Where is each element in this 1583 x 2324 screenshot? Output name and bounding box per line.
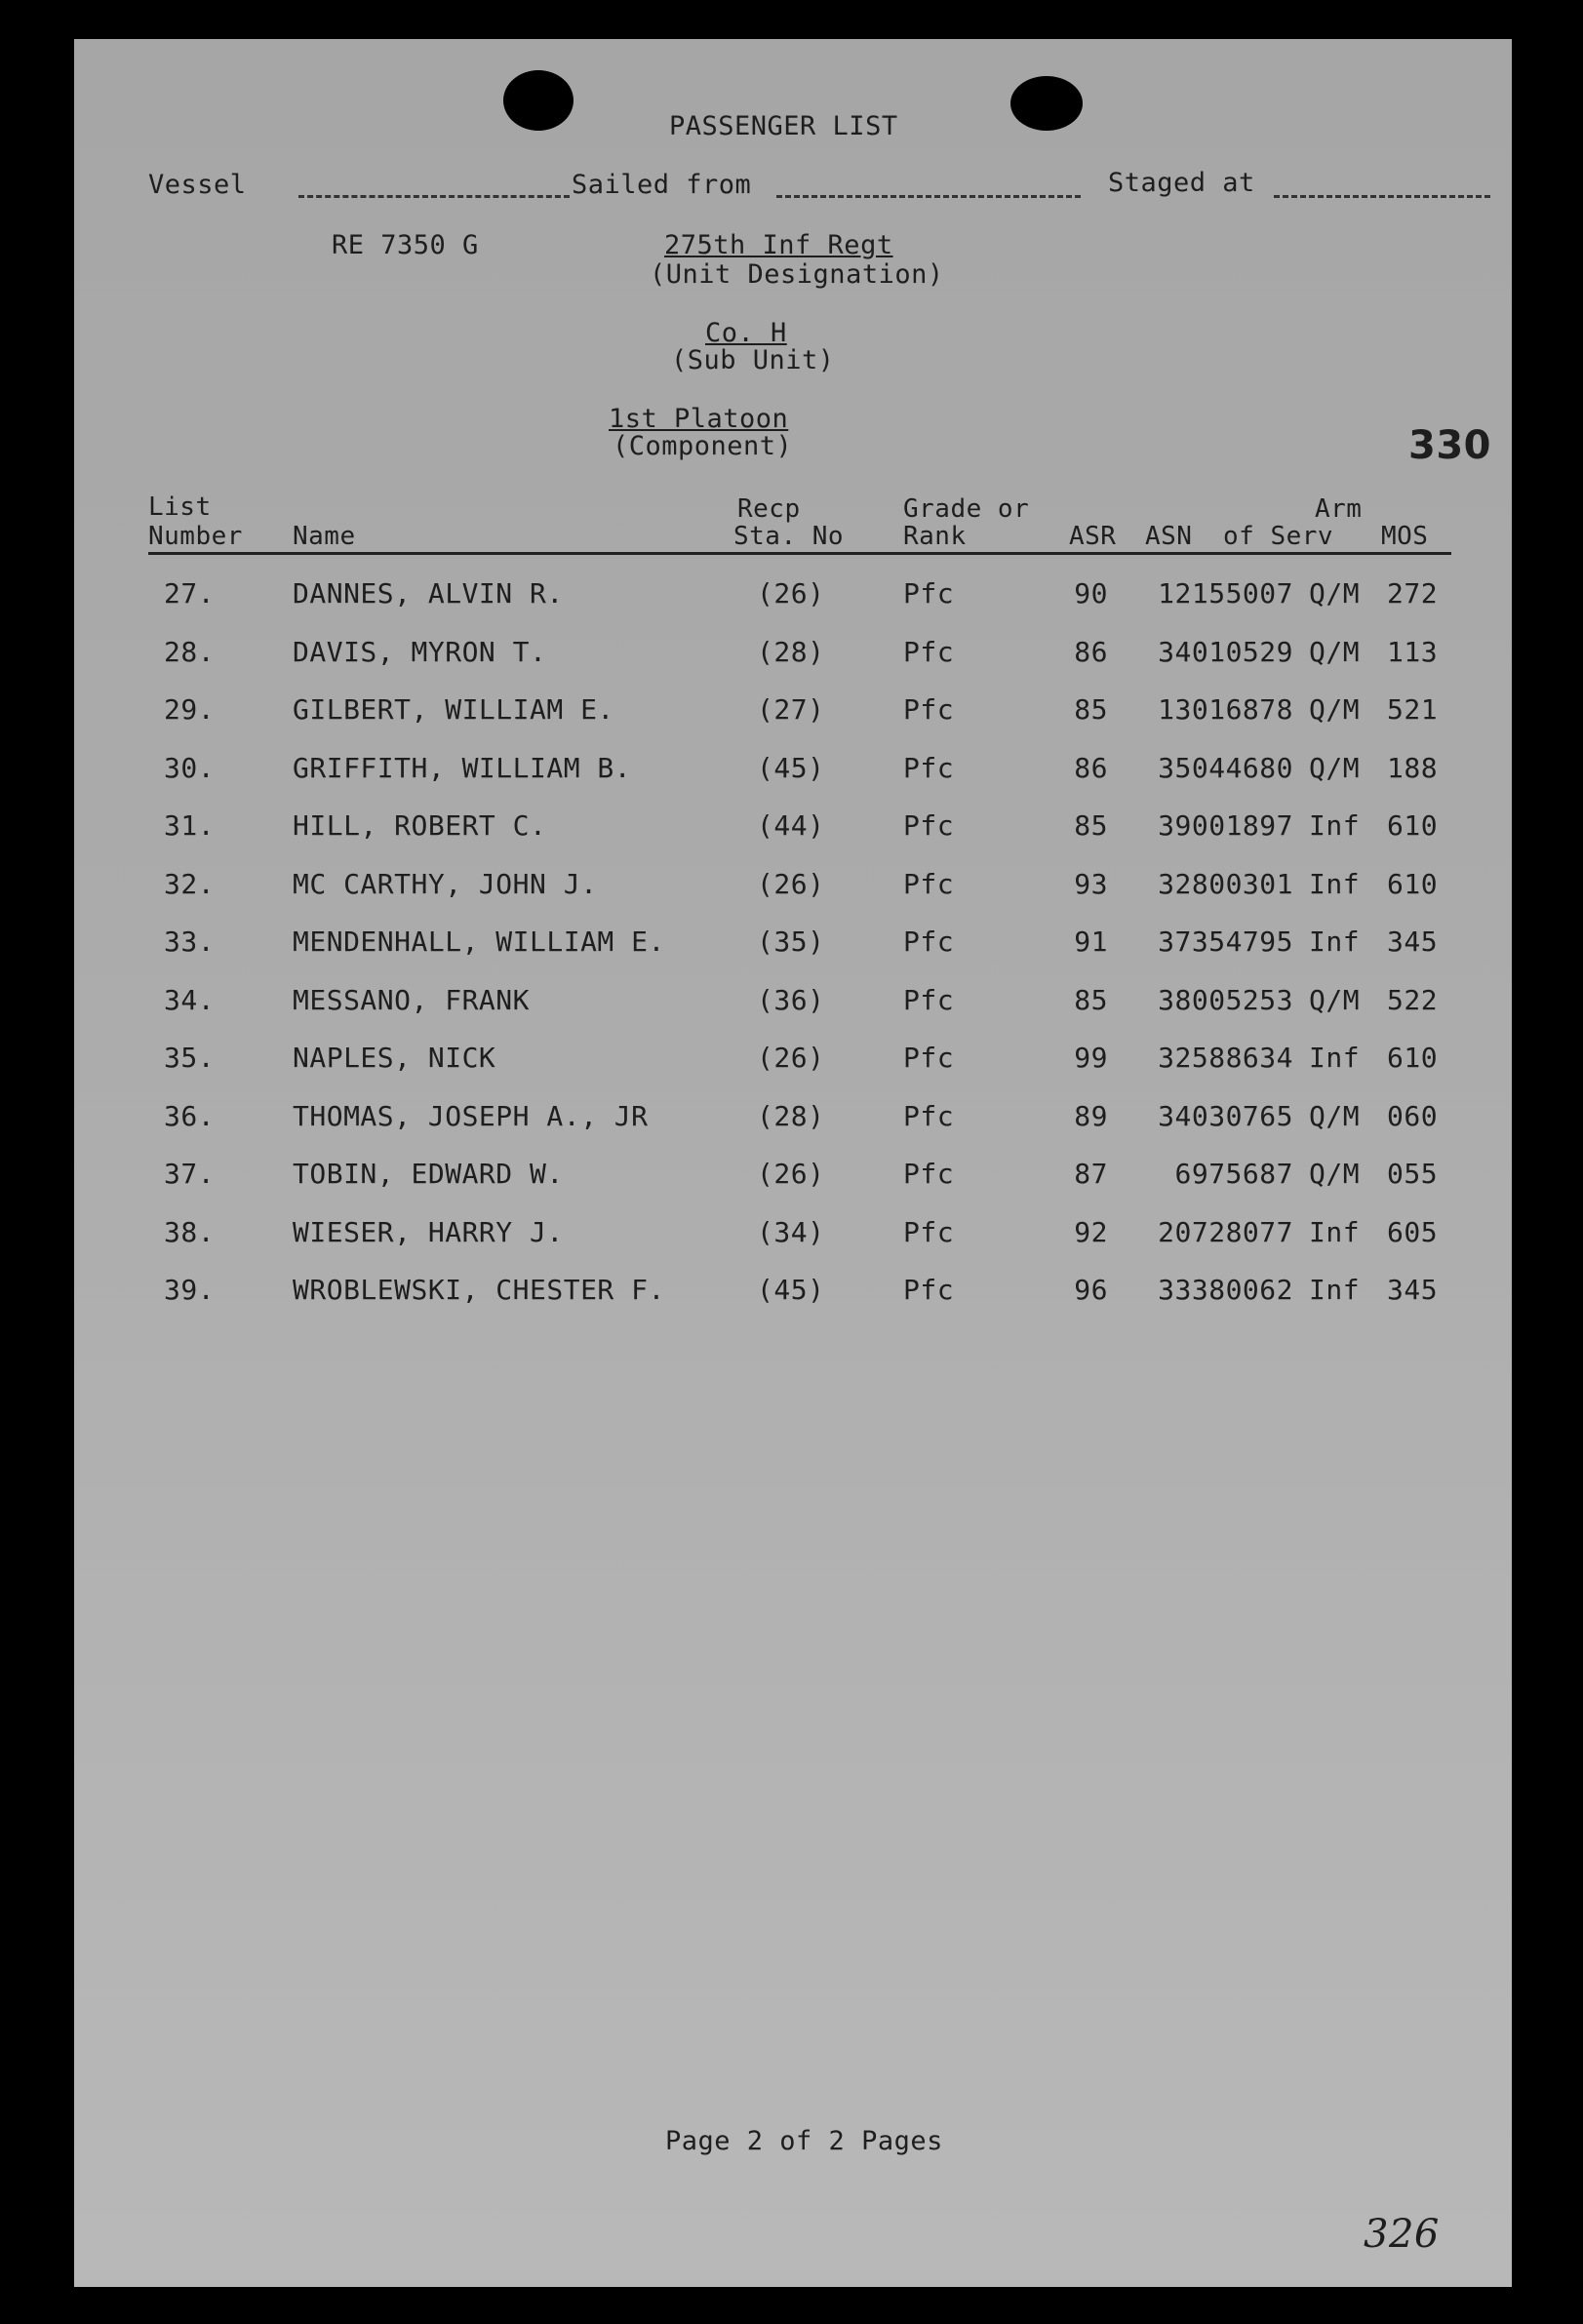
punch-hole-right [1010,76,1083,131]
table-row [74,1042,1512,1098]
row-name: GILBERT, WILLIAM E. [293,693,614,726]
row-asn: 33380062 [1158,1274,1293,1306]
row-arm-of-service: Inf [1309,1274,1361,1306]
table-row [74,752,1512,808]
row-number: 29. [164,693,216,726]
row-asr: 93 [1074,867,1108,900]
row-recp-station: (45) [757,751,825,784]
row-mos: 521 [1387,693,1439,726]
row-grade: Pfc [903,1158,955,1190]
row-mos: 113 [1387,635,1439,668]
row-asn: 13016878 [1158,693,1293,726]
row-name: MENDENHALL, WILLIAM E. [293,926,665,958]
col-mos: MOS [1381,522,1429,551]
row-grade: Pfc [903,693,955,726]
sub-unit-caption: (Sub Unit) [671,345,835,375]
col-arm-1: Arm [1315,494,1363,524]
table-row [74,693,1512,750]
row-mos: 610 [1387,867,1439,900]
row-asr: 87 [1074,1158,1108,1190]
row-asn: 35044680 [1158,751,1293,784]
row-grade: Pfc [903,926,955,958]
row-grade: Pfc [903,809,955,842]
row-number: 39. [164,1274,216,1306]
row-number: 27. [164,577,216,610]
row-asn: 38005253 [1158,983,1293,1016]
row-arm-of-service: Inf [1309,809,1361,842]
row-grade: Pfc [903,577,955,610]
row-number: 30. [164,751,216,784]
row-mos: 272 [1387,577,1439,610]
stamp-number: 330 [1408,423,1491,468]
row-number: 28. [164,635,216,668]
punch-hole-left [503,70,574,131]
row-grade: Pfc [903,1215,955,1248]
sailed-from-label: Sailed from [572,170,752,200]
col-list-number-2: Number [148,522,243,551]
table-row [74,1274,1512,1330]
staged-at-blank [1274,195,1490,198]
col-arm-2: of Serv [1223,522,1334,551]
row-grade: Pfc [903,983,955,1016]
col-asr: ASR [1069,522,1117,551]
row-grade: Pfc [903,1042,955,1074]
table-row [74,1216,1512,1273]
row-grade: Pfc [903,635,955,668]
row-asr: 91 [1074,926,1108,958]
table-row [74,1100,1512,1157]
row-arm-of-service: Inf [1309,1215,1361,1248]
unit-designation-caption: (Unit Designation) [650,259,944,290]
col-list-number-1: List [148,492,212,522]
row-name: HILL, ROBERT C. [293,809,547,842]
row-asr: 96 [1074,1274,1108,1306]
component: 1st Platoon [609,404,789,434]
row-number: 31. [164,809,216,842]
row-asn: 39001897 [1158,809,1293,842]
sub-unit: Co. H [705,318,787,348]
row-asn: 20728077 [1158,1215,1293,1248]
vessel-blank [298,195,570,198]
row-asr: 85 [1074,983,1108,1016]
table-row [74,1158,1512,1214]
col-name: Name [293,522,356,551]
row-grade: Pfc [903,1099,955,1132]
passenger-list-page [74,39,1512,2287]
row-recp-station: (35) [757,926,825,958]
row-recp-station: (26) [757,577,825,610]
col-recp-2: Sta. No [733,522,845,551]
row-number: 36. [164,1099,216,1132]
row-mos: 060 [1387,1099,1439,1132]
row-grade: Pfc [903,867,955,900]
staged-at-label: Staged at [1108,168,1255,198]
row-arm-of-service: Q/M [1309,751,1361,784]
row-asr: 86 [1074,635,1108,668]
row-number: 37. [164,1158,216,1190]
table-row [74,809,1512,866]
row-mos: 610 [1387,809,1439,842]
row-asn: 37354795 [1158,926,1293,958]
col-recp-1: Recp [737,494,801,524]
table-row [74,926,1512,982]
row-arm-of-service: Q/M [1309,693,1361,726]
row-asr: 86 [1074,751,1108,784]
row-recp-station: (28) [757,635,825,668]
row-asn: 32800301 [1158,867,1293,900]
row-arm-of-service: Q/M [1309,983,1361,1016]
row-recp-station: (34) [757,1215,825,1248]
row-asn: 34030765 [1158,1099,1293,1132]
row-mos: 610 [1387,1042,1439,1074]
row-arm-of-service: Q/M [1309,1158,1361,1190]
component-caption: (Component) [613,431,793,461]
row-recp-station: (27) [757,693,825,726]
page-title: PASSENGER LIST [669,111,898,141]
row-asn: 6975687 [1174,1158,1293,1190]
row-asn: 12155007 [1158,577,1293,610]
row-name: THOMAS, JOSEPH A., JR [293,1099,649,1132]
col-grade-1: Grade or [903,494,1030,524]
row-asn: 32588634 [1158,1042,1293,1074]
vessel-label: Vessel [148,170,247,200]
row-name: NAPLES, NICK [293,1042,496,1074]
row-mos: 605 [1387,1215,1439,1248]
row-arm-of-service: Inf [1309,926,1361,958]
sailed-from-blank [776,195,1081,198]
row-number: 32. [164,867,216,900]
row-number: 34. [164,983,216,1016]
handwritten-number: 326 [1364,2212,1440,2257]
col-grade-2: Rank [903,522,967,551]
row-grade: Pfc [903,751,955,784]
row-name: DANNES, ALVIN R. [293,577,564,610]
row-asr: 99 [1074,1042,1108,1074]
row-recp-station: (44) [757,809,825,842]
page-footer: Page 2 of 2 Pages [665,2126,943,2156]
re-code: RE 7350 G [332,230,479,260]
header-rule [148,552,1451,555]
row-mos: 345 [1387,1274,1439,1306]
row-recp-station: (36) [757,983,825,1016]
row-asr: 89 [1074,1099,1108,1132]
row-grade: Pfc [903,1274,955,1306]
row-name: DAVIS, MYRON T. [293,635,547,668]
table-row [74,868,1512,925]
row-name: MESSANO, FRANK [293,983,531,1016]
row-number: 33. [164,926,216,958]
row-asr: 85 [1074,809,1108,842]
row-recp-station: (26) [757,867,825,900]
row-arm-of-service: Inf [1309,1042,1361,1074]
row-arm-of-service: Q/M [1309,577,1361,610]
row-recp-station: (28) [757,1099,825,1132]
row-number: 35. [164,1042,216,1074]
row-number: 38. [164,1215,216,1248]
row-name: TOBIN, EDWARD W. [293,1158,564,1190]
row-arm-of-service: Q/M [1309,635,1361,668]
row-mos: 345 [1387,926,1439,958]
row-asr: 92 [1074,1215,1108,1248]
row-asr: 90 [1074,577,1108,610]
row-recp-station: (45) [757,1274,825,1306]
row-name: MC CARTHY, JOHN J. [293,867,598,900]
row-name: GRIFFITH, WILLIAM B. [293,751,632,784]
unit-designation: 275th Inf Regt [664,230,893,260]
table-row [74,577,1512,634]
table-row [74,636,1512,692]
row-mos: 188 [1387,751,1439,784]
row-asn: 34010529 [1158,635,1293,668]
row-mos: 055 [1387,1158,1439,1190]
row-mos: 522 [1387,983,1439,1016]
row-recp-station: (26) [757,1158,825,1190]
table-row [74,984,1512,1041]
row-name: WIESER, HARRY J. [293,1215,564,1248]
row-name: WROBLEWSKI, CHESTER F. [293,1274,665,1306]
row-asr: 85 [1074,693,1108,726]
row-arm-of-service: Q/M [1309,1099,1361,1132]
col-asn: ASN [1145,522,1193,551]
row-recp-station: (26) [757,1042,825,1074]
row-arm-of-service: Inf [1309,867,1361,900]
